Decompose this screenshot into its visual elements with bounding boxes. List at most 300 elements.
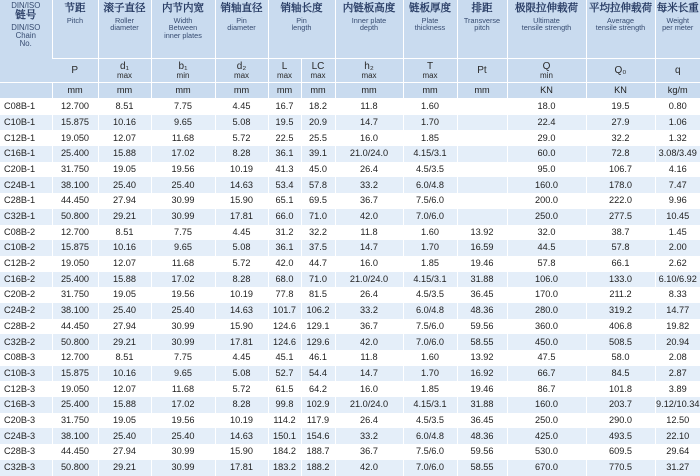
- chain-number-cell: C16B-3: [0, 397, 52, 413]
- table-cell: 8.28: [215, 146, 268, 162]
- table-cell: 12.07: [98, 256, 151, 272]
- table-cell: 8.33: [655, 287, 700, 303]
- header-title-8: [457, 0, 507, 59]
- header-cn-9: 极限拉伸载荷: [508, 3, 586, 14]
- header-title-3: [215, 0, 268, 59]
- table-row: [0, 256, 700, 272]
- table-cell: 25.40: [98, 428, 151, 444]
- header-title-2: [151, 0, 215, 59]
- table-cell: [457, 162, 507, 178]
- table-cell: 1.85: [403, 256, 457, 272]
- table-cell: 36.45: [457, 287, 507, 303]
- table-cell: 184.2: [268, 444, 301, 460]
- header-en-6: Inner plate depth: [336, 17, 403, 32]
- table-cell: 1.45: [655, 225, 700, 241]
- header-en-10: Average tensile strength: [587, 17, 655, 32]
- table-cell: 16.0: [335, 256, 403, 272]
- chain-number-cell: C20B-3: [0, 413, 52, 429]
- chain-number-cell: C08B-2: [0, 225, 52, 241]
- header-symbol-text-2: b₁: [152, 62, 215, 72]
- table-cell: 1.60: [403, 350, 457, 366]
- table-row: [0, 413, 700, 429]
- table-cell: 9.96: [655, 193, 700, 209]
- table-cell: 7.5/6.0: [403, 319, 457, 335]
- chain-number-cell: C16B-1: [0, 146, 52, 162]
- table-cell: 15.90: [215, 193, 268, 209]
- table-cell: 60.0: [507, 146, 586, 162]
- header-row-symbols: [0, 59, 700, 83]
- header-unit-6: mm: [335, 83, 403, 99]
- table-cell: 14.7: [335, 240, 403, 256]
- table-cell: 30.99: [151, 460, 215, 476]
- header-chain-no-en-bottom: DIN/ISO Chain No.: [0, 24, 52, 49]
- table-cell: 99.8: [268, 397, 301, 413]
- table-cell: 7.75: [151, 99, 215, 115]
- table-cell: 11.68: [151, 130, 215, 146]
- table-cell: 27.9: [586, 115, 655, 131]
- header-unit-3: mm: [215, 83, 268, 99]
- table-cell: 29.21: [98, 460, 151, 476]
- table-cell: 21.0/24.0: [335, 397, 403, 413]
- header-unit-8: mm: [457, 83, 507, 99]
- table-cell: 106.7: [586, 162, 655, 178]
- header-cn-4: 销轴长度: [269, 3, 335, 14]
- table-cell: 250.0: [507, 209, 586, 225]
- table-cell: 19.46: [457, 381, 507, 397]
- table-cell: 31.2: [268, 225, 301, 241]
- table-cell: 11.68: [151, 381, 215, 397]
- header-symbol-4: [268, 59, 301, 83]
- header-title-11: [655, 0, 700, 59]
- table-cell: 5.08: [215, 240, 268, 256]
- chain-number-cell: C10B-1: [0, 115, 52, 131]
- table-cell: 11.8: [335, 350, 403, 366]
- table-cell: 38.100: [52, 303, 98, 319]
- table-cell: 12.07: [98, 381, 151, 397]
- table-cell: 319.2: [586, 303, 655, 319]
- table-cell: 425.0: [507, 428, 586, 444]
- table-cell: 8.51: [98, 225, 151, 241]
- table-cell: 15.88: [98, 397, 151, 413]
- chain-number-cell: C12B-1: [0, 130, 52, 146]
- table-cell: 81.5: [301, 287, 335, 303]
- table-cell: 160.0: [507, 177, 586, 193]
- table-cell: 8.28: [215, 272, 268, 288]
- table-cell: 19.05: [98, 413, 151, 429]
- table-cell: 25.40: [98, 177, 151, 193]
- table-cell: 3.08/3.49: [655, 146, 700, 162]
- table-cell: 25.5: [301, 130, 335, 146]
- table-cell: 4.45: [215, 350, 268, 366]
- table-cell: 19.050: [52, 130, 98, 146]
- table-cell: 31.27: [655, 460, 700, 476]
- table-cell: 21.0/24.0: [335, 146, 403, 162]
- table-cell: 19.050: [52, 256, 98, 272]
- header-symbol-text-4: L: [269, 62, 301, 72]
- table-cell: 160.0: [507, 397, 586, 413]
- table-cell: 18.0: [507, 99, 586, 115]
- chain-number-cell: C10B-2: [0, 240, 52, 256]
- table-cell: 27.94: [98, 193, 151, 209]
- header-symbol-sub-7: max: [404, 72, 457, 80]
- table-cell: 47.5: [507, 350, 586, 366]
- header-en-4: Pin length: [269, 17, 335, 32]
- table-cell: 9.65: [151, 366, 215, 382]
- table-cell: 15.875: [52, 115, 98, 131]
- table-cell: 33.2: [335, 303, 403, 319]
- table-cell: 188.2: [301, 460, 335, 476]
- table-cell: 42.0: [335, 334, 403, 350]
- table-cell: 14.63: [215, 428, 268, 444]
- chain-number-cell: C10B-3: [0, 366, 52, 382]
- table-cell: 42.0: [268, 256, 301, 272]
- table-cell: [457, 146, 507, 162]
- table-cell: 33.2: [335, 428, 403, 444]
- table-cell: 22.5: [268, 130, 301, 146]
- table-cell: 1.60: [403, 99, 457, 115]
- header-en-11: Weight per meter: [656, 17, 700, 32]
- table-cell: 16.0: [335, 381, 403, 397]
- table-cell: 25.40: [98, 303, 151, 319]
- table-row: [0, 146, 700, 162]
- table-cell: 12.700: [52, 99, 98, 115]
- header-unit-5: mm: [301, 83, 335, 99]
- header-chain-no: [0, 0, 52, 83]
- table-cell: 14.63: [215, 303, 268, 319]
- table-cell: [457, 115, 507, 131]
- table-cell: 1.06: [655, 115, 700, 131]
- header-title-1: [98, 0, 151, 59]
- table-cell: 106.2: [301, 303, 335, 319]
- table-row: [0, 287, 700, 303]
- header-unit-1: mm: [98, 83, 151, 99]
- table-cell: 360.0: [507, 319, 586, 335]
- table-cell: 101.8: [586, 381, 655, 397]
- header-symbol-sub-3: max: [216, 72, 268, 80]
- header-symbol-text-5: LC: [302, 62, 335, 72]
- table-cell: 17.02: [151, 146, 215, 162]
- table-cell: 25.400: [52, 397, 98, 413]
- table-cell: 19.82: [655, 319, 700, 335]
- header-title-10: [586, 0, 655, 59]
- table-cell: 52.7: [268, 366, 301, 382]
- table-cell: 39.1: [301, 146, 335, 162]
- table-cell: 10.19: [215, 162, 268, 178]
- table-cell: 17.02: [151, 272, 215, 288]
- table-cell: 66.0: [268, 209, 301, 225]
- table-cell: 29.21: [98, 334, 151, 350]
- table-cell: 18.2: [301, 99, 335, 115]
- table-cell: 2.08: [655, 350, 700, 366]
- header-symbol-sub-1: max: [99, 72, 151, 80]
- chain-number-cell: C28B-2: [0, 319, 52, 335]
- table-cell: 54.4: [301, 366, 335, 382]
- table-cell: 7.75: [151, 350, 215, 366]
- table-cell: 32.0: [507, 225, 586, 241]
- table-cell: 5.72: [215, 130, 268, 146]
- table-cell: 17.81: [215, 460, 268, 476]
- header-symbol-text-10: Q₀: [587, 66, 655, 76]
- table-cell: [457, 99, 507, 115]
- table-cell: 1.70: [403, 115, 457, 131]
- table-row: [0, 130, 700, 146]
- table-cell: 0.80: [655, 99, 700, 115]
- header-unit-10: KN: [586, 83, 655, 99]
- table-header: [0, 0, 700, 99]
- table-row: [0, 444, 700, 460]
- header-en-9: Ultimate tensile strength: [508, 17, 586, 32]
- table-cell: 58.55: [457, 334, 507, 350]
- table-cell: [457, 130, 507, 146]
- table-cell: 72.8: [586, 146, 655, 162]
- chain-number-cell: C32B-3: [0, 460, 52, 476]
- table-cell: 102.9: [301, 397, 335, 413]
- table-cell: 5.72: [215, 256, 268, 272]
- table-cell: 1.32: [655, 130, 700, 146]
- table-cell: 29.21: [98, 209, 151, 225]
- table-cell: 203.7: [586, 397, 655, 413]
- header-symbol-sub-4: max: [269, 72, 301, 80]
- table-cell: 250.0: [507, 413, 586, 429]
- table-cell: 16.7: [268, 99, 301, 115]
- table-cell: 21.0/24.0: [335, 272, 403, 288]
- table-cell: 50.800: [52, 460, 98, 476]
- table-cell: 31.88: [457, 272, 507, 288]
- table-cell: 17.81: [215, 209, 268, 225]
- table-cell: 68.0: [268, 272, 301, 288]
- table-cell: 58.55: [457, 460, 507, 476]
- table-cell: 15.875: [52, 240, 98, 256]
- chain-number-cell: C24B-2: [0, 303, 52, 319]
- table-cell: 29.64: [655, 444, 700, 460]
- table-cell: 16.92: [457, 366, 507, 382]
- chain-number-cell: C24B-3: [0, 428, 52, 444]
- table-cell: 13.92: [457, 350, 507, 366]
- table-row: [0, 350, 700, 366]
- table-cell: 14.7: [335, 366, 403, 382]
- table-cell: 14.63: [215, 177, 268, 193]
- table-cell: 31.88: [457, 397, 507, 413]
- table-cell: 13.92: [457, 225, 507, 241]
- table-cell: 7.5/6.0: [403, 193, 457, 209]
- chain-number-cell: C28B-1: [0, 193, 52, 209]
- table-cell: 129.1: [301, 319, 335, 335]
- table-cell: 44.450: [52, 444, 98, 460]
- table-cell: 86.7: [507, 381, 586, 397]
- table-cell: 19.5: [268, 115, 301, 131]
- table-cell: 16.0: [335, 130, 403, 146]
- header-symbol-sub-2: min: [152, 72, 215, 80]
- header-unit-0: mm: [52, 83, 98, 99]
- header-cn-1: 滚子直径: [99, 3, 151, 14]
- table-cell: 25.40: [151, 177, 215, 193]
- table-cell: 11.68: [151, 256, 215, 272]
- table-cell: 30.99: [151, 193, 215, 209]
- table-cell: 7.47: [655, 177, 700, 193]
- table-cell: 7.75: [151, 225, 215, 241]
- table-cell: 57.8: [586, 240, 655, 256]
- table-cell: 114.2: [268, 413, 301, 429]
- table-cell: 36.7: [335, 319, 403, 335]
- chain-number-cell: C12B-3: [0, 381, 52, 397]
- table-cell: 15.90: [215, 319, 268, 335]
- table-cell: 188.7: [301, 444, 335, 460]
- table-cell: 5.72: [215, 381, 268, 397]
- table-cell: 33.2: [335, 177, 403, 193]
- table-cell: 64.2: [301, 381, 335, 397]
- table-cell: 154.6: [301, 428, 335, 444]
- table-cell: 41.3: [268, 162, 301, 178]
- header-symbol-5: [301, 59, 335, 83]
- table-cell: 32.2: [301, 225, 335, 241]
- table-row: [0, 225, 700, 241]
- table-cell: 9.65: [151, 240, 215, 256]
- table-cell: 19.05: [98, 162, 151, 178]
- table-cell: 277.5: [586, 209, 655, 225]
- table-cell: 17.02: [151, 397, 215, 413]
- table-cell: 19.56: [151, 287, 215, 303]
- table-cell: 12.700: [52, 225, 98, 241]
- table-cell: 19.050: [52, 381, 98, 397]
- table-cell: 42.0: [335, 209, 403, 225]
- table-cell: 1.60: [403, 225, 457, 241]
- header-cn-3: 销轴直径: [216, 3, 268, 14]
- table-cell: 106.0: [507, 272, 586, 288]
- header-symbol-1: [98, 59, 151, 83]
- header-chain-no-en: [0, 83, 52, 99]
- header-title-0: [52, 0, 98, 59]
- table-cell: 15.875: [52, 366, 98, 382]
- table-cell: 26.4: [335, 162, 403, 178]
- table-cell: 57.8: [507, 256, 586, 272]
- table-cell: 4.45: [215, 99, 268, 115]
- table-cell: 44.450: [52, 193, 98, 209]
- header-en-0: Pitch: [53, 17, 98, 25]
- table-cell: 12.50: [655, 413, 700, 429]
- table-cell: 10.16: [98, 115, 151, 131]
- table-row: [0, 193, 700, 209]
- table-cell: 6.10/6.92: [655, 272, 700, 288]
- header-chain-no-cn: 链号: [0, 10, 52, 21]
- table-cell: 38.100: [52, 177, 98, 193]
- table-cell: 44.450: [52, 319, 98, 335]
- table-cell: 25.40: [151, 428, 215, 444]
- header-cn-7: 链板厚度: [404, 3, 457, 14]
- table-row: [0, 240, 700, 256]
- header-unit-2: mm: [151, 83, 215, 99]
- table-cell: 670.0: [507, 460, 586, 476]
- table-cell: 84.5: [586, 366, 655, 382]
- header-symbol-sub-9: min: [508, 72, 586, 80]
- table-row: [0, 99, 700, 115]
- header-en-3: Pin diameter: [216, 17, 268, 32]
- table-cell: 50.800: [52, 334, 98, 350]
- table-cell: 25.400: [52, 146, 98, 162]
- table-cell: 9.12/10.34: [655, 397, 700, 413]
- table-cell: 30.99: [151, 209, 215, 225]
- table-cell: 7.0/6.0: [403, 334, 457, 350]
- table-cell: 46.1: [301, 350, 335, 366]
- table-cell: 10.16: [98, 240, 151, 256]
- table-cell: 38.100: [52, 428, 98, 444]
- chain-number-cell: C20B-1: [0, 162, 52, 178]
- table-cell: 11.8: [335, 225, 403, 241]
- header-symbol-text-9: Q: [508, 62, 586, 72]
- table-cell: 12.07: [98, 130, 151, 146]
- table-cell: 31.750: [52, 287, 98, 303]
- table-cell: [457, 193, 507, 209]
- table-cell: 65.1: [268, 193, 301, 209]
- header-cn-0: 节距: [53, 3, 98, 14]
- table-cell: 8.28: [215, 397, 268, 413]
- table-cell: 4.5/3.5: [403, 413, 457, 429]
- header-symbol-2: [151, 59, 215, 83]
- table-cell: 31.750: [52, 162, 98, 178]
- header-symbol-3: [215, 59, 268, 83]
- table-row: [0, 162, 700, 178]
- table-cell: 36.7: [335, 193, 403, 209]
- table-cell: 280.0: [507, 303, 586, 319]
- header-en-8: Transverse pitch: [458, 17, 507, 32]
- table-cell: 10.16: [98, 366, 151, 382]
- table-cell: 1.85: [403, 381, 457, 397]
- table-cell: 20.9: [301, 115, 335, 131]
- table-cell: 30.99: [151, 334, 215, 350]
- header-symbol-text-8: Pt: [458, 66, 507, 76]
- table-row: [0, 460, 700, 476]
- table-cell: 222.0: [586, 193, 655, 209]
- table-cell: 44.7: [301, 256, 335, 272]
- table-row: [0, 303, 700, 319]
- table-cell: 44.5: [507, 240, 586, 256]
- header-title-4: [268, 0, 335, 59]
- header-symbol-text-1: d₁: [99, 62, 151, 72]
- table-cell: 27.94: [98, 319, 151, 335]
- table-cell: 8.51: [98, 99, 151, 115]
- table-cell: 9.65: [151, 115, 215, 131]
- table-cell: 17.81: [215, 334, 268, 350]
- table-cell: 4.15/3.1: [403, 397, 457, 413]
- table-cell: 71.0: [301, 272, 335, 288]
- header-symbol-text-0: P: [52, 66, 98, 76]
- chain-number-cell: C08B-1: [0, 99, 52, 115]
- header-symbol-sub-5: max: [302, 72, 335, 80]
- table-cell: 16.59: [457, 240, 507, 256]
- table-cell: 1.70: [403, 240, 457, 256]
- table-cell: 61.5: [268, 381, 301, 397]
- table-cell: 48.36: [457, 303, 507, 319]
- header-symbol-0: [52, 59, 98, 83]
- table-cell: 48.36: [457, 428, 507, 444]
- table-cell: 1.70: [403, 366, 457, 382]
- table-cell: 95.0: [507, 162, 586, 178]
- table-row: [0, 334, 700, 350]
- chain-number-cell: C28B-3: [0, 444, 52, 460]
- table-cell: 6.0/4.8: [403, 177, 457, 193]
- table-cell: 19.46: [457, 256, 507, 272]
- table-cell: 71.0: [301, 209, 335, 225]
- table-row: [0, 397, 700, 413]
- header-cn-10: 平均拉伸载荷: [587, 3, 655, 14]
- table-cell: 59.56: [457, 444, 507, 460]
- header-chain-no-en-top: DIN/ISO: [0, 2, 52, 10]
- table-cell: 45.1: [268, 350, 301, 366]
- table-cell: 170.0: [507, 287, 586, 303]
- table-cell: 129.6: [301, 334, 335, 350]
- table-cell: 178.0: [586, 177, 655, 193]
- table-cell: 2.62: [655, 256, 700, 272]
- header-unit-7: mm: [403, 83, 457, 99]
